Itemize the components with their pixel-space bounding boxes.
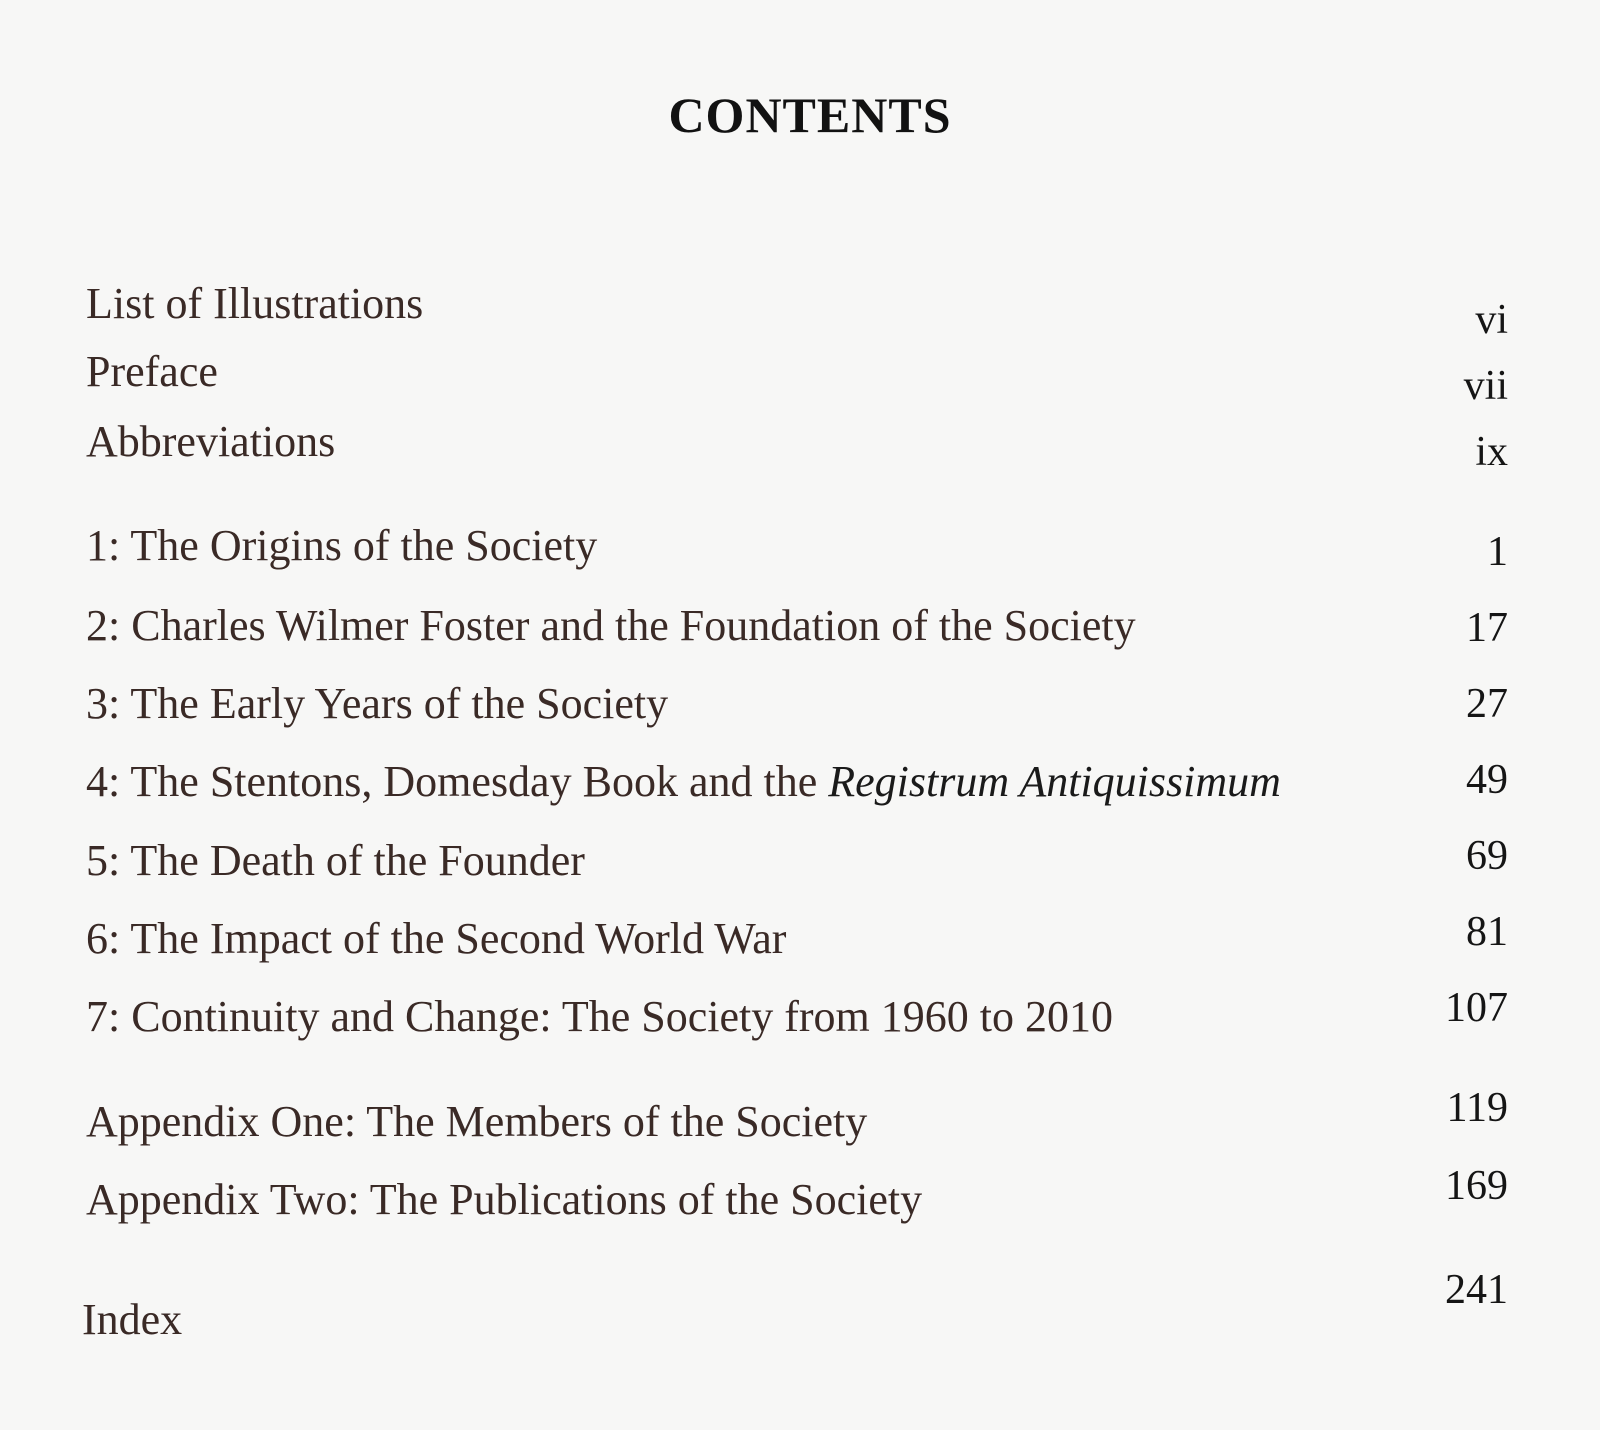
toc-entry-abbreviations: Abbreviations bbox=[86, 417, 336, 466]
toc-entry-list-of-illustrations: List of Illustrations bbox=[86, 279, 424, 328]
toc-entry-chapter-1: 1: The Origins of the Society bbox=[86, 521, 598, 570]
toc-page-chapter-4: 49 bbox=[1466, 757, 1508, 803]
toc-page-list-of-illustrations: vi bbox=[1475, 297, 1508, 343]
toc-entry-index: Index bbox=[82, 1295, 183, 1344]
toc-page-appendix-one: 119 bbox=[1446, 1085, 1508, 1131]
toc-entry-preface: Preface bbox=[86, 347, 218, 396]
toc-page-index: 241 bbox=[1445, 1267, 1508, 1313]
toc-page-chapter-6: 81 bbox=[1466, 909, 1508, 955]
toc-entry-chapter-2: 2: Charles Wilmer Foster and the Foundation of the Society bbox=[86, 601, 1136, 650]
toc-entry-chapter-4-italic: Registrum Antiquissimum bbox=[828, 757, 1281, 806]
toc-page-abbreviations: ix bbox=[1475, 429, 1508, 475]
toc-page-chapter-2: 17 bbox=[1466, 605, 1508, 651]
toc-entry-chapter-5: 5: The Death of the Founder bbox=[86, 836, 585, 885]
toc-page-appendix-two: 169 bbox=[1445, 1163, 1508, 1209]
toc-page-chapter-3: 27 bbox=[1466, 681, 1508, 727]
toc-page-chapter-7: 107 bbox=[1445, 985, 1508, 1031]
toc-page-chapter-1: 1 bbox=[1487, 529, 1508, 575]
toc-page-preface: vii bbox=[1463, 363, 1508, 409]
toc-entry-chapter-6: 6: The Impact of the Second World War bbox=[86, 914, 787, 963]
toc-entry-appendix-one: Appendix One: The Members of the Society bbox=[86, 1097, 868, 1146]
toc-entry-chapter-4 bbox=[86, 756, 1281, 807]
toc-page-chapter-5: 69 bbox=[1466, 833, 1508, 879]
toc-entry-chapter-7: 7: Continuity and Change: The Society from 1960 to 2010 bbox=[86, 992, 1113, 1041]
toc-entry-chapter-3: 3: The Early Years of the Society bbox=[86, 679, 669, 728]
toc-entry-chapter-4-text: 4: The Stentons, Domesday Book and the bbox=[86, 757, 829, 806]
page-title: CONTENTS bbox=[668, 87, 952, 143]
toc-entry-appendix-two: Appendix Two: The Publications of the Society bbox=[86, 1175, 923, 1224]
